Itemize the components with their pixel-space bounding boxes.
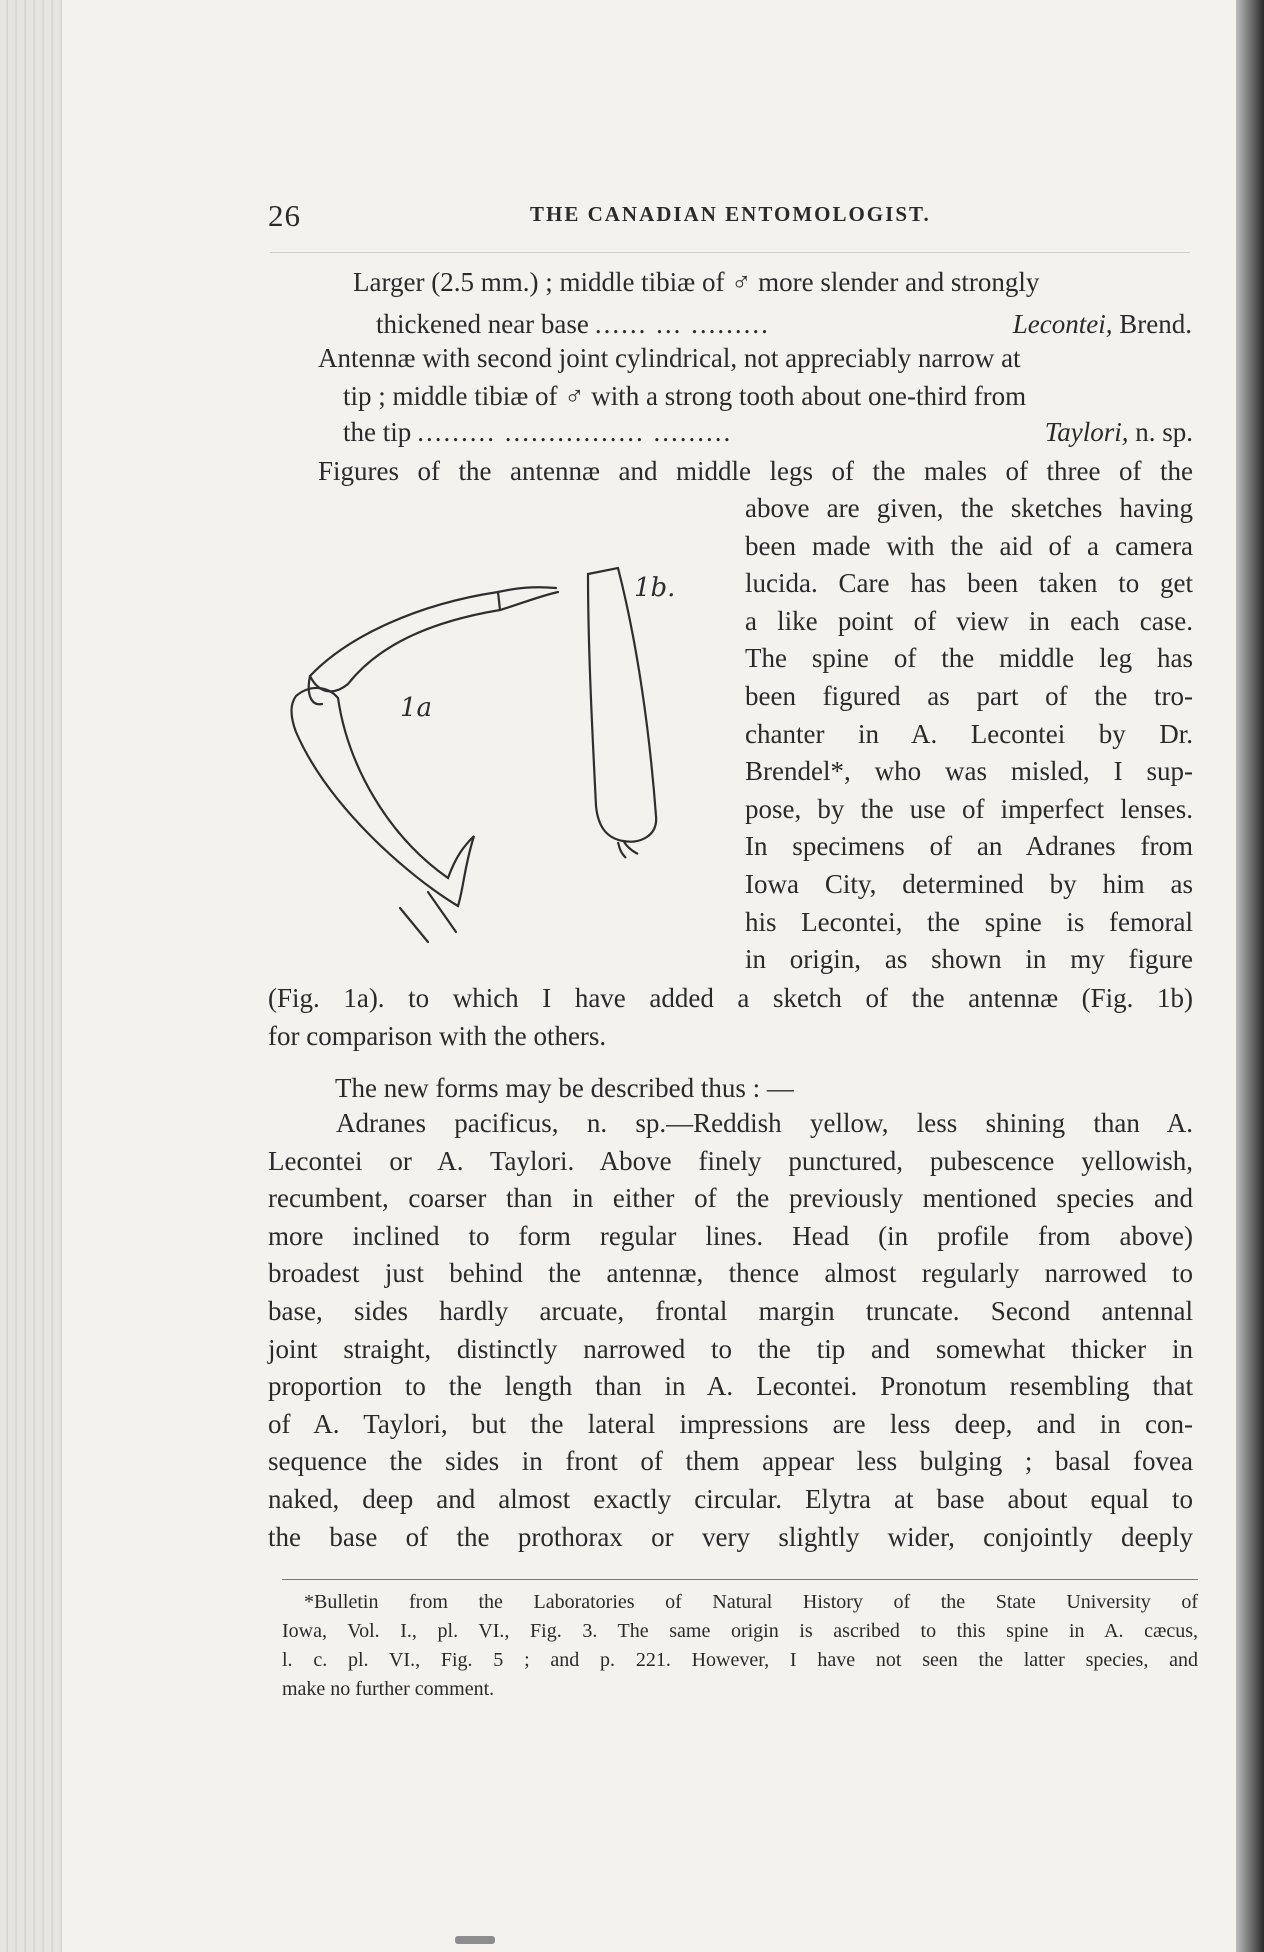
key-line-4: tip ; middle tibiæ of ♂ with a strong tooth about one-third from <box>343 381 1027 411</box>
page-bottom-mark <box>455 1936 495 1944</box>
species-taylori: Taylori, <box>1044 417 1129 447</box>
running-head: THE CANADIAN ENTOMOLOGIST. <box>530 202 931 226</box>
body-line: broadest just behind the antennæ, thence almost regularly narrowed to <box>268 1258 1193 1289</box>
author-nsp: n. sp. <box>1128 417 1193 447</box>
page-header <box>268 198 1194 234</box>
body-line: for comparison with the others. <box>268 1020 607 1051</box>
column-line: In specimens of an Adranes from <box>745 831 1193 862</box>
body-line: recumbent, coarser than in either of the previously mentioned species and <box>268 1183 1193 1214</box>
page-number: 26 <box>268 198 301 233</box>
key-line-2-text: thickened near base <box>376 309 589 339</box>
key-line-5-name <box>1045 416 1193 448</box>
key-line-1: Larger (2.5 mm.) ; middle tibiæ of ♂ more slender and strongly <box>353 267 1040 297</box>
leg-spine <box>498 587 556 592</box>
column-line: above are given, the sketches having <box>745 493 1193 523</box>
body-line: Adranes pacificus, n. sp.—Reddish yellow, less shining than A. <box>336 1108 1193 1138</box>
key-line-5-dots: ......... ................ ......... <box>417 417 733 447</box>
key-line-2 <box>376 308 1192 340</box>
column-line: his Lecontei, the spine is femoral <box>745 906 1193 937</box>
footnote <box>282 1588 1198 1704</box>
footnote-line: Iowa, Vol. I., pl. VI., Fig. 3. The same origin is ascribed to this spine in A. cæcus, <box>282 1620 1198 1642</box>
column-line: lucida. Care has been taken to get <box>745 568 1193 599</box>
body-line: joint straight, distinctly narrowed to the tip and somewhat thicker in <box>268 1333 1193 1364</box>
body-line: Lecontei or A. Taylori. Above finely punctured, pubescence yellowish, <box>268 1145 1193 1176</box>
figure-1 <box>288 556 708 946</box>
key-line-5 <box>343 416 1193 448</box>
key-line-2-dots: ...... ... ......... <box>594 309 770 339</box>
body-line: (Fig. 1a). to which I have added a sketch of the antennæ (Fig. 1b) <box>268 983 1193 1013</box>
footnote-line: make no further comment. <box>282 1678 495 1700</box>
column-line: Brendel*, who was misled, I sup- <box>745 756 1193 787</box>
stacked-page-edges <box>0 0 62 1952</box>
footnote-rule <box>282 1579 1198 1580</box>
figure-1b-antenna <box>588 568 656 858</box>
binding-shadow <box>1236 0 1264 1952</box>
leg-tibia <box>292 688 475 906</box>
body-line: naked, deep and almost exactly circular. Elytra at base about equal to <box>268 1483 1193 1514</box>
body-line: base, sides hardly arcuate, frontal margin truncate. Second antennal <box>268 1295 1193 1326</box>
figure-label-1a: 1a <box>400 693 433 723</box>
figure-side-column <box>745 490 1193 979</box>
body-line: proportion to the length than in A. Lecontei. Pronotum resembling that <box>268 1371 1193 1402</box>
key-line-5-text: the tip <box>343 417 412 447</box>
body-line: more inclined to form regular lines. Head (in profile from above) <box>268 1220 1193 1251</box>
body-line: sequence the sides in front of them appear less bulging ; basal fovea <box>268 1446 1193 1477</box>
paragraph-1-end <box>268 980 1193 1055</box>
header-rule <box>270 252 1190 253</box>
body-line: The new forms may be described thus : — <box>335 1073 794 1103</box>
body-line: the base of the prothorax or very slightly wider, conjointly deeply <box>268 1521 1193 1552</box>
leg-spine-lower <box>500 592 558 610</box>
leg-joint <box>309 676 322 704</box>
footnote-line: l. c. pl. VI., Fig. 5 ; and p. 221. However, I have not seen the latter species, and <box>282 1649 1198 1671</box>
key-line-2-name <box>1013 308 1192 340</box>
paragraph-3 <box>268 1105 1193 1556</box>
column-line: in origin, as shown in my figure <box>745 944 1193 975</box>
leg-femur-upper <box>310 592 500 691</box>
author-brend: Brend. <box>1112 309 1192 339</box>
antenna-base <box>618 842 638 858</box>
body-line: of A. Taylori, but the lateral impressions are less deep, and in con- <box>268 1408 1193 1439</box>
column-line: The spine of the middle leg has <box>745 643 1193 674</box>
figure-label-1b: 1b. <box>634 573 676 603</box>
column-line: chanter in A. Lecontei by Dr. <box>745 718 1193 749</box>
column-line: pose, by the use of imperfect lenses. <box>745 793 1193 824</box>
key-line-3: Antennæ with second joint cylindrical, not appreciably narrow at <box>318 343 1021 373</box>
species-lecontei: Lecontei, <box>1012 309 1113 339</box>
footnote-line: *Bulletin from the Laboratories of Natural History of the State University of <box>304 1591 1198 1613</box>
column-line: a like point of view in each case. <box>745 605 1193 636</box>
column-line: been figured as part of the tro- <box>745 680 1193 711</box>
paragraph-1-first-line: Figures of the antennæ and middle legs of the males of three of the <box>318 456 1193 486</box>
column-line: been made with the aid of a camera <box>745 530 1193 561</box>
paragraph-2 <box>335 1070 1193 1108</box>
column-line: Iowa City, determined by him as <box>745 868 1193 899</box>
antenna-segment <box>588 568 656 842</box>
figure-1a-leg <box>292 587 559 942</box>
